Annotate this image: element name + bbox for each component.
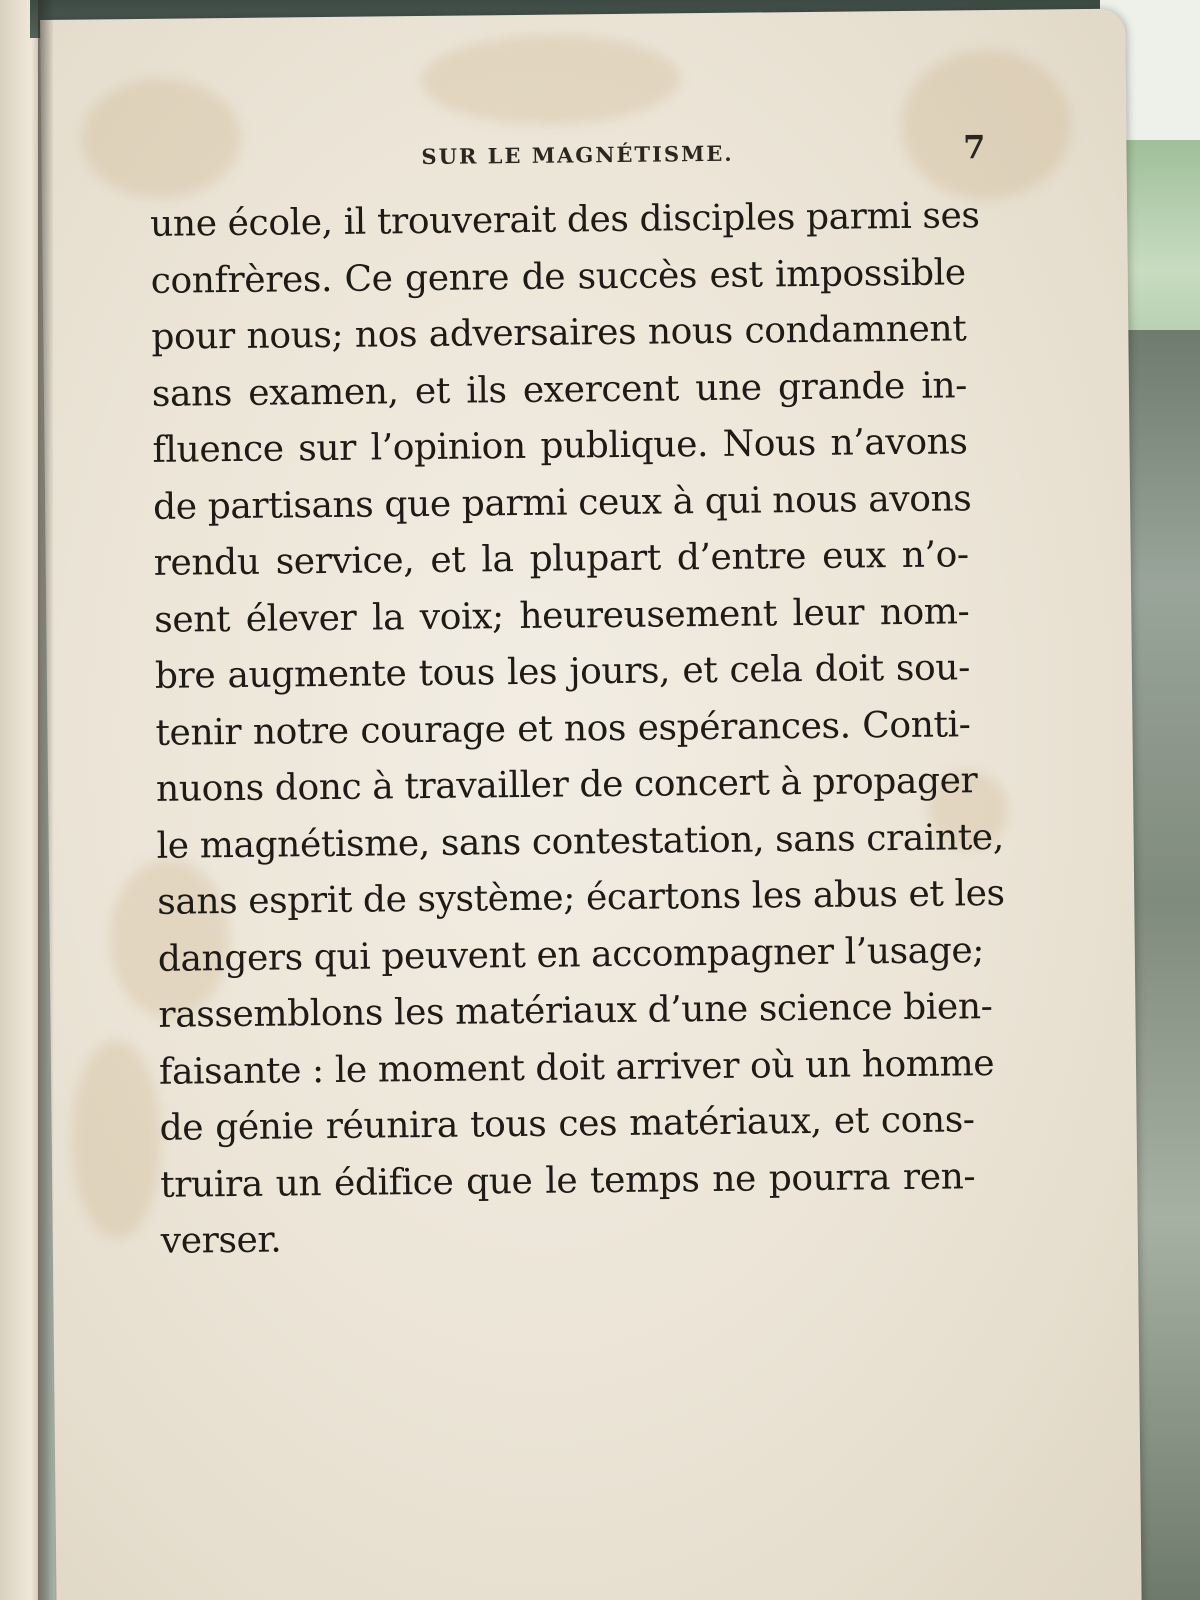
text-line: sans examen, et ils exercent une grande in- bbox=[151, 364, 968, 415]
spine-shadow bbox=[38, 0, 54, 1600]
text-line: bre augmente tous les jours, et cela doit sou- bbox=[154, 647, 971, 697]
text-line: fluence sur l’opinion publique. Nous n’avons bbox=[152, 421, 968, 471]
text-line: une école, il trouverait des disciples parmi ses bbox=[149, 195, 980, 245]
foxing-stain bbox=[900, 49, 1072, 201]
text-line: tenir notre courage et nos espérances. Conti- bbox=[155, 703, 971, 754]
text-line: le magnétisme, sans contestation, sans crainte, bbox=[156, 816, 1004, 867]
body-text bbox=[149, 188, 1005, 1270]
text-line: de partisans que parmi ceux à qui nous avons bbox=[152, 477, 972, 528]
text-line: truira un édifice que le temps ne pourra ren- bbox=[159, 1155, 976, 1206]
text-line: rassemblons les matériaux d’une science bien- bbox=[158, 986, 993, 1036]
text-line: sans esprit de système; écartons les abus et les bbox=[157, 872, 1005, 923]
text-line: de génie réunira tous ces matériaux, et cons- bbox=[159, 1099, 975, 1149]
text-line: pour nous; nos adversaires nous condamnent bbox=[151, 308, 967, 358]
text-line: verser. bbox=[160, 1219, 282, 1262]
foxing-stain bbox=[71, 1039, 163, 1240]
foxing-stain bbox=[420, 33, 681, 126]
text-line: confrères. Ce genre de succès est impossible bbox=[150, 251, 966, 302]
text-line: dangers qui peuvent en accompagner l’usage; bbox=[157, 929, 985, 980]
page-number: 7 bbox=[962, 128, 986, 167]
text-line: rendu service, et la plupart d’entre eux n’o- bbox=[153, 534, 969, 584]
book-page bbox=[40, 9, 1142, 1600]
page-header bbox=[141, 128, 991, 177]
text-line: faisante : le moment doit arriver où un homme bbox=[158, 1042, 995, 1093]
running-head: SUR LE MAGNÉTISME. bbox=[421, 140, 734, 170]
text-line: nuons donc à travailler de concert à propager bbox=[155, 760, 978, 810]
text-line: sent élever la voix; heureusement leur nom- bbox=[154, 590, 970, 641]
